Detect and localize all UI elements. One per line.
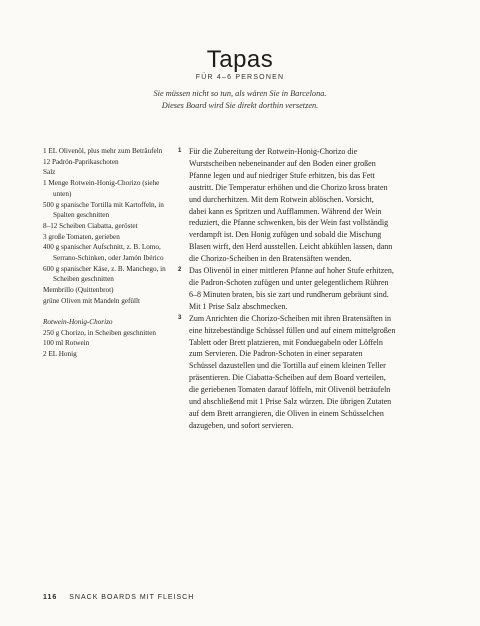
step-text-line: Tablett oder Brett platzieren, mit Fonduegabeln oder Löffeln <box>189 337 383 347</box>
sub-ingredient-item: 100 ml Rotwein <box>43 339 90 348</box>
step-text-line: die Chorizo-Scheiben in den Bratensäften wenden. <box>189 254 352 264</box>
step-text-line: dazugeben, und sofort servieren. <box>189 420 294 430</box>
step-text-line: Wurstscheiben nebeneinander auf den Boden einer großen <box>189 158 376 168</box>
intro-text <box>60 88 420 112</box>
servings-label: FÜR 4–6 PERSONEN <box>195 74 285 81</box>
intro-line: Sie müssen nicht so tun, als wären Sie in Barcelona. <box>153 89 327 98</box>
page-number: 116 <box>43 594 58 601</box>
step-text-line: die geriebenen Tomaten darauf löffeln, mit Olivenöl beträufeln <box>189 385 391 395</box>
ingredient-item: grüne Oliven mit Mandeln gefüllt <box>43 296 141 305</box>
step-text-line: zum Servieren. Die Padron-Schoten in einer separaten <box>189 349 363 359</box>
step-1 <box>178 146 440 265</box>
sub-recipe-title: Rotwein-Honig-Chorizo <box>43 318 113 327</box>
method-steps <box>178 146 440 432</box>
step-text-line: die Padron-Schoten zufügen und unter gelegentlichem Rühren <box>189 277 389 287</box>
step-text-line: dabei kann es Spritzen und Aufflammen. Während der Wein <box>189 206 382 216</box>
step-text-line: Zum Anrichten die Chorizo-Scheiben mit ihren Bratensäften in <box>189 313 391 323</box>
step-text-line: und durcherhitzen. Mit dem Rotwein ablöschen. Vorsicht, <box>189 194 374 204</box>
ingredient-item: 1 Menge Rotwein-Honig-Chorizo (siehe unten) <box>43 179 160 198</box>
step-text-line: eine hitzebeständige Schüssel füllen und auf einem mittelgroßen <box>189 325 396 335</box>
step-text-line: reduziert, die Pfanne schwenken, bis der Wein fast vollständig <box>189 218 389 228</box>
step-text-line: austritt. Die Temperatur erhöhen und die Chorizo kross braten <box>189 182 388 192</box>
step-text-line: Für die Zubereitung der Rotwein-Honig-Chorizo die <box>189 147 358 156</box>
sub-ingredient-item: 250 g Chorizo, in Scheiben geschnitten <box>43 328 156 337</box>
step-text-line: auf dem Brett arrangieren, die Oliven in einem Schüsselchen <box>189 408 384 418</box>
ingredient-item: 500 g spanische Tortilla mit Kartoffeln, in Spalten geschnitten <box>43 200 164 220</box>
step-text-line: Mit 1 Prise Salz abschmecken. <box>189 301 288 311</box>
ingredient-item: 600 g spanischer Käse, z. B. Manchego, in Scheiben geschnitten <box>43 264 166 284</box>
step-text-line: Das Olivenöl in einer mittleren Pfanne auf hoher Stufe erhitzen, <box>189 266 394 276</box>
step-number: 1 <box>178 148 182 154</box>
ingredient-item: 8–12 Scheiben Ciabatta, geröstet <box>43 221 138 230</box>
step-text-line: Blasen wirft, den Herd ausstellen. Leicht abkühlen lassen, dann <box>189 242 393 252</box>
step-text-line: und abschließend mit 1 Prise Salz würzen. Die übrigen Zutaten <box>189 397 392 407</box>
ingredient-item: Membrillo (Quittenbrot) <box>43 286 114 295</box>
intro-line: Dieses Board wird Sie direkt dorthin versetzen. <box>161 101 319 110</box>
ingredient-item: 400 g spanischer Aufschnitt, z. B. Lomo, Serrano-Schinken, oder Jamón Ibérico <box>43 243 164 263</box>
step-text-line: präsentieren. Die Ciabatta-Scheiben auf dem Board verteilen, <box>189 373 386 383</box>
section-title: SNACK BOARDS MIT FLEISCH <box>69 594 195 601</box>
ingredient-list <box>43 146 175 360</box>
step-3 <box>178 313 440 432</box>
step-text-line: Pfanne legen und auf niedriger Stufe erhitzen, bis das Fett <box>189 170 375 180</box>
step-2 <box>178 265 440 313</box>
ingredient-item: 1 EL Olivenöl, plus mehr zum Beträufeln <box>43 147 163 155</box>
page-title: Tapas <box>206 46 274 73</box>
step-text-line: 6–8 Minuten braten, bis sie zart und rundherum gebräunt sind. <box>189 289 389 299</box>
ingredient-item: Salz <box>43 168 56 177</box>
step-number: 3 <box>178 314 182 321</box>
ingredient-item: 12 Padrón-Paprikaschoten <box>43 157 119 166</box>
page-footer <box>43 594 194 601</box>
sub-ingredient-item: 2 EL Honig <box>43 350 77 359</box>
step-text-line: Schüssel dazustellen und die Tortilla auf einem kleinen Teller <box>189 361 386 371</box>
step-number: 2 <box>178 267 182 274</box>
ingredient-item: 3 große Tomaten, gerieben <box>43 232 120 241</box>
step-text-line: verdampft ist. Den Honig zufügen und sobald die Mischung <box>189 230 382 240</box>
